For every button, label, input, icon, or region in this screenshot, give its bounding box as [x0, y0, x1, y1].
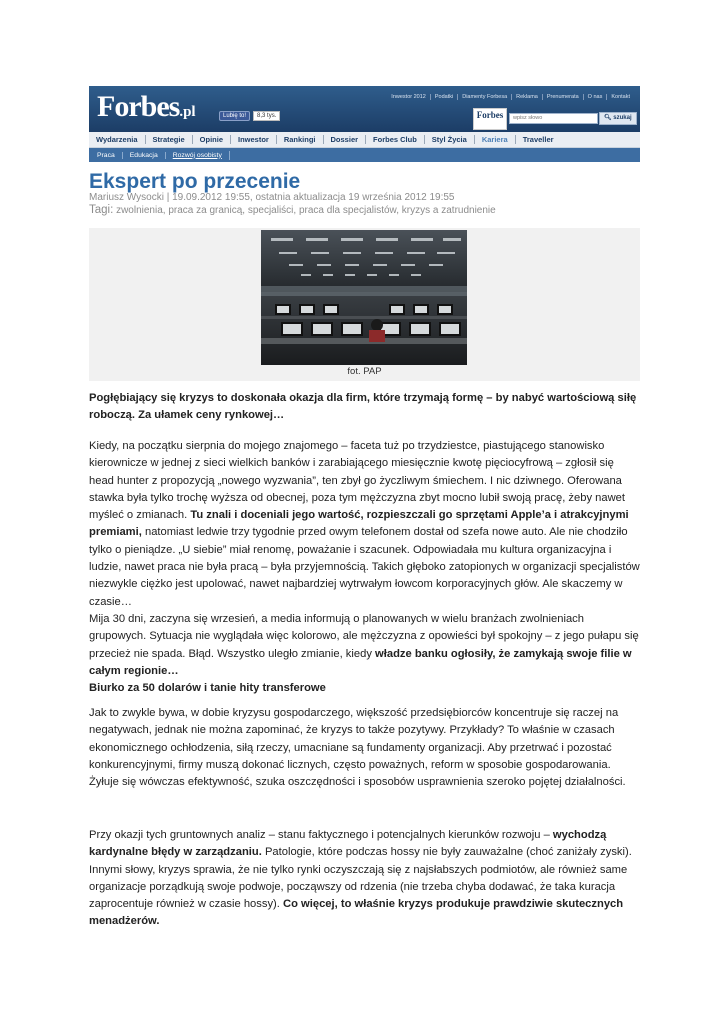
search-button[interactable]: 🔍︎ szukaj	[599, 112, 637, 125]
paragraph-2: Mija 30 dni, zaczyna się wrzesień, a media informują o planowanych w wielu branżach zwolnieniach grupowych. Sytuacja nie wyglądała więc kolorowo, ale mężczyzna z opowieści był spokojny – z jego pułapu się przecież nie spada. Błąd. Wszystko uległo zmianie, kiedy władze banku ogłosiły, że zamykają swoje filie w całym regionie…	[89, 612, 639, 677]
main-nav	[89, 132, 640, 148]
top-link-kontakt[interactable]: Kontakt	[606, 94, 634, 100]
nav-dossier[interactable]: Dossier	[323, 135, 366, 144]
nav-wydarzenia[interactable]: Wydarzenia	[96, 135, 138, 144]
subnav-praca[interactable]: Praca	[97, 151, 115, 159]
top-link-podatki[interactable]: Podatki	[430, 94, 457, 100]
top-link-reklama[interactable]: Reklama	[511, 94, 542, 100]
top-link-prenumerata[interactable]: Prenumerata	[542, 94, 583, 100]
forbes-logo[interactable]: Forbes.pl	[97, 90, 196, 123]
top-link-inwestor[interactable]: Inwestor 2012	[391, 94, 426, 100]
article-title: Ekspert po przecenie	[89, 170, 301, 193]
subheading: Biurko za 50 dolarów i tanie hity transferowe	[89, 682, 326, 695]
paragraph-4: Przy okazji tych gruntownych analiz – stanu faktycznego i potencjalnych kierunków rozwoju – wychodzą kardynalne błędy w zarządzaniu. Patologie, które podczas hossy nie były zauważalne (choć zaniżały zyski). Innymi słowy, kryzys sprawia, że nie tylko rynki oczyszczają się z najsłabszych podmiotów, ale również same organizacje porządkują swoje podwoje, począwszy od rdzenia (nie trzeba chyba dodawać, że taka kuracja zaprocentuje również w czasie hossy). Co więcej, to właśnie kryzys produkuje prawdziwie skutecznych menadżerów.	[89, 829, 632, 928]
paragraph-3: Jak to zwykle bywa, w dobie kryzysu gospodarczego, większość przedsiębiorców koncentruje się raczej na negatywach, jednak nie można zapominać, że kryzys to także pozytywy. Przykłady? To właśnie w czasach ekonomicznego ochłodzenia, siłą rzeczy, umacniane są fundamenty organizacji. Aby przetrwać i pozostać konkurencyjnymi, firmy muszą dokonać licznych, często poważnych, reform w sposobie gospodarowania. Żyłuje się wówczas efektywność, szuka oszczędności i sposobów usprawnienia szeroko pojętej działalności.	[89, 707, 626, 789]
sub-nav	[89, 148, 640, 162]
tags-list[interactable]: zwolnienia, praca za granicą, specjaliści, praca dla specjalistów, kryzys a zatrudnienie	[116, 205, 496, 216]
photo-box	[89, 228, 640, 381]
nav-forbes-club[interactable]: Forbes Club	[365, 135, 424, 144]
subnav-divider	[229, 151, 238, 160]
office-photo-image	[261, 230, 467, 365]
like-button[interactable]: Lubię to!	[219, 111, 250, 121]
article-body-2	[89, 705, 640, 791]
facebook-like	[219, 111, 280, 121]
nav-strategie[interactable]: Strategie	[145, 135, 192, 144]
like-count: 8,3 tys.	[253, 111, 280, 121]
article-body-1	[89, 438, 640, 697]
nav-inwestor[interactable]: Inwestor	[230, 135, 276, 144]
article-body-3	[89, 827, 640, 931]
article-tags	[89, 204, 496, 216]
office-photo	[261, 230, 467, 365]
nav-opinie[interactable]: Opinie	[192, 135, 230, 144]
top-link-o-nas[interactable]: O nas	[583, 94, 607, 100]
top-link-diamenty[interactable]: Diamenty Forbesa	[457, 94, 511, 100]
article-meta: Mariusz Wysocki | 19.09.2012 19:55, ostatnia aktualizacja 19 września 2012 19:55	[89, 192, 455, 203]
subnav-edukacja[interactable]: Edukacja	[122, 152, 165, 159]
top-links	[387, 94, 634, 100]
tags-label: Tagi:	[89, 204, 114, 216]
masthead	[89, 86, 640, 132]
photo-caption: fot. PAP	[347, 366, 382, 377]
page	[89, 86, 640, 928]
nav-kariera[interactable]: Kariera	[474, 135, 515, 144]
nav-rankingi[interactable]: Rankingi	[276, 135, 323, 144]
paragraph-1: Kiedy, na początku sierpnia do mojego znajomego – faceta tuż po trzydziestce, piastującego stanowisko kierownicze w jednej z sieci wielkich banków i zarabiającego miesięcznie kwotę pięciocyfrową – zgłosił się head hunter z propozycją „nowego wyzwania”, ten zbył go życzliwym śmiechem. I nic dziwnego. Oferowana stawka była tylko trochę wyższa od obecnej, poza tym mężczyzna zbyt mocno lubił swoją pracę, żeby nawet myśleć o zmianach. Tu znali i doceniali jego wartość, rozpieszczali go sprzętami Apple’a i atrakcyjnymi premiami, natomiast ledwie trzy tygodnie przed owym telefonem dostał od szefa nowe auto. Ale nie chodziło tylko o pieniądze. „U siebie” miał renomę, poważanie i szacunek. Odpowiadała mu kultura organizacyjna i ludzie, nawet praca nie była pracą – była przyjemnością. Takich głęboko zatopionych w organizacji specjalistów niezwykle ciężko jest upolować, nawet najbardziej wytrwałym łowcom korporacyjnych głów. Ale skaczemy w czasie…	[89, 440, 640, 608]
nav-styl-zycia[interactable]: Styl Życia	[424, 135, 474, 144]
article-lead: Pogłębiający się kryzys to doskonała okazja dla firm, które trzymają formę – by nabyć wartościową siłę roboczą. Za ułamek ceny rynkowej…	[89, 392, 637, 422]
nav-traveller[interactable]: Traveller	[515, 135, 561, 144]
magazine-cover-icon[interactable]: Forbes	[473, 108, 507, 130]
search-input[interactable]: wpisz słowo	[509, 113, 598, 124]
subnav-rozwoj-osobisty[interactable]: Rozwój osobisty	[165, 152, 229, 159]
